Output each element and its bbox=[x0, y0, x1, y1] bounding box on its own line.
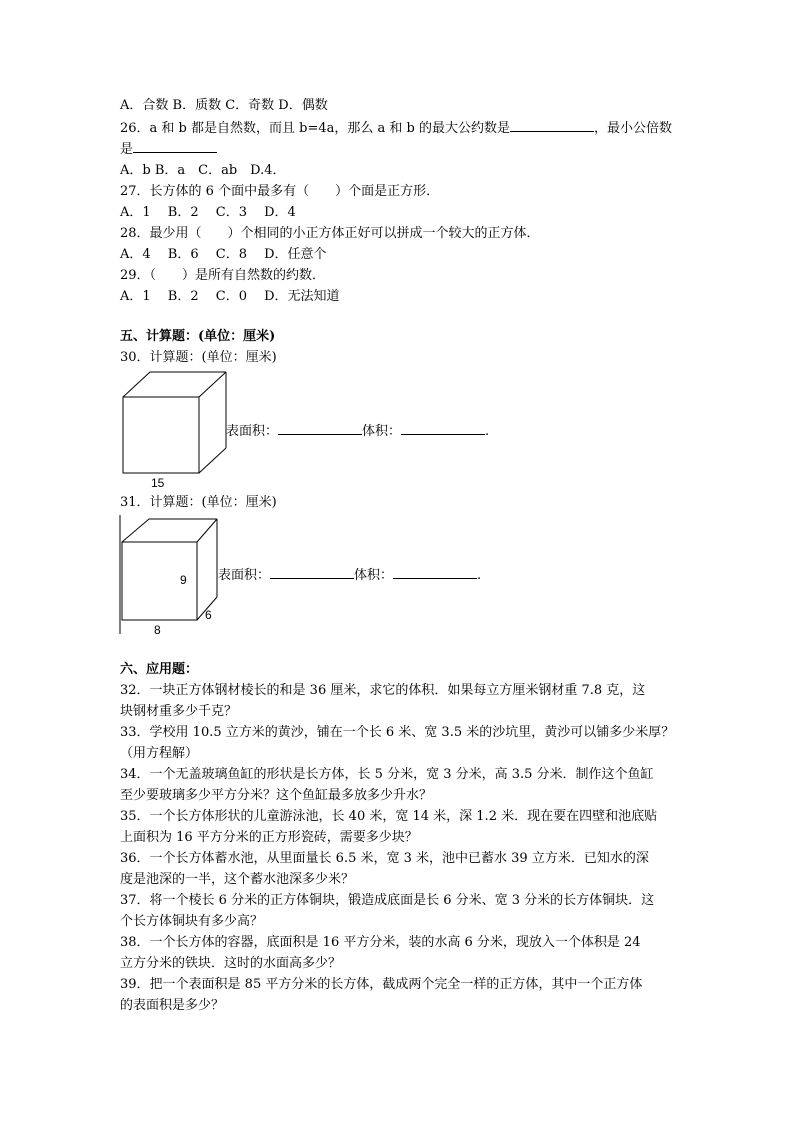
gcd-blank[interactable] bbox=[510, 119, 594, 132]
q26-stem-3: 是 bbox=[120, 142, 134, 157]
cube-figure bbox=[118, 370, 228, 490]
section-5-heading: 五、计算题：(单位：厘米) bbox=[120, 329, 276, 344]
volume-blank[interactable] bbox=[401, 422, 485, 435]
q31-question: 31．计算题：(单位：厘米) bbox=[120, 495, 277, 510]
q26-options: A．b B．a C．ab D.4． bbox=[120, 163, 286, 178]
lcm-blank[interactable] bbox=[133, 140, 217, 153]
q39-line-1: 39．把一个表面积是 85 平方分米的长方体，截成两个完全一样的正方体，其中一个正方体 bbox=[120, 977, 643, 992]
q30-question: 30．计算题：(单位：厘米) bbox=[120, 350, 277, 365]
q34-line-2: 至少要玻璃多少平方分米？这个鱼缸最多放多少升水？ bbox=[120, 788, 433, 803]
surface-area-label: 表面积： bbox=[218, 568, 271, 583]
q39-line-2: 的表面积是多少？ bbox=[120, 998, 225, 1013]
cuboid-figure bbox=[116, 512, 226, 638]
q27-options: A．1 B．2 C．3 D．4 bbox=[120, 205, 296, 220]
end-period: . bbox=[477, 568, 482, 583]
q32-line-1: 32．一块正方体钢材棱长的和是 36 厘米，求它的体积．如果每立方厘米钢材重 7.8 克，这 bbox=[120, 683, 646, 698]
q31-answer-line bbox=[218, 566, 481, 584]
q32-line-2: 块钢材重多少千克？ bbox=[120, 704, 238, 719]
q35-line-2: 上面积为 16 平方分米的正方形瓷砖，需要多少块？ bbox=[120, 830, 418, 845]
q35-line-1: 35．一个长方体形状的儿童游泳池，长 40 米，宽 14 米，深 1.2 米．现在要在四壁和池底贴 bbox=[120, 809, 658, 824]
volume-blank[interactable] bbox=[393, 566, 477, 579]
cuboid-drawing bbox=[116, 512, 226, 638]
q36-line-1: 36．一个长方体蓄水池，从里面量长 6.5 米，宽 3 米，池中已蓄水 39 立方米．已知水的深 bbox=[120, 851, 649, 866]
cube-front-face bbox=[123, 397, 199, 473]
volume-label: 体积： bbox=[354, 568, 394, 583]
q30-answer-line bbox=[226, 422, 489, 440]
section-6-heading: 六、应用题： bbox=[120, 662, 199, 677]
surface-area-blank[interactable] bbox=[278, 422, 362, 435]
q33-line-1: 33．学校用 10.5 立方米的黄沙，铺在一个长 6 米、宽 3.5 米的沙坑里，黄沙可以铺多少米厚？ bbox=[120, 725, 675, 740]
volume-label: 体积： bbox=[362, 424, 402, 439]
height-label: 9 bbox=[180, 573, 187, 587]
length-label: 8 bbox=[154, 623, 161, 637]
end-period: . bbox=[485, 424, 490, 439]
q26-line-2 bbox=[120, 140, 217, 158]
width-label: 6 bbox=[205, 608, 212, 622]
q37-line-1: 37．将一个棱长 6 分米的正方体铜块，锻造成底面是长 6 分米、宽 3 分米的长方体铜块．这 bbox=[120, 893, 655, 908]
q29-question: 29．（ ）是所有自然数的约数． bbox=[120, 268, 326, 283]
q26-stem: 26．a 和 b 都是自然数，而且 b=4a，那么 a 和 b 的最大公约数是 bbox=[120, 121, 510, 136]
q38-line-1: 38．一个长方体的容器，底面积是 16 平方分米，装的水高 6 分米，现放入一个体积是 24 bbox=[120, 935, 641, 950]
q34-line-1: 34．一个无盖玻璃鱼缸的形状是长方体，长 5 分米，宽 3 分米，高 3.5 分米．制作这个鱼缸 bbox=[120, 767, 654, 782]
q29-options: A．1 B．2 C．0 D．无法知道 bbox=[120, 289, 340, 304]
cube-edge-label: 15 bbox=[151, 476, 165, 490]
cube-drawing bbox=[118, 370, 228, 490]
surface-area-blank[interactable] bbox=[270, 566, 354, 579]
q37-line-2: 个长方体铜块有多少高？ bbox=[120, 914, 264, 929]
q36-line-2: 度是池深的一半，这个蓄水池深多少米？ bbox=[120, 872, 355, 887]
q26-stem-2: ，最小公倍数 bbox=[593, 121, 672, 136]
q26-line bbox=[120, 119, 672, 137]
q33-line-2: （用方程解） bbox=[120, 746, 199, 761]
q38-line-2: 立方分米的铁块．这时的水面高多少？ bbox=[120, 956, 342, 971]
q28-options: A．4 B．6 C．8 D．任意个 bbox=[120, 247, 327, 262]
q28-question: 28．最少用（ ）个相同的小正方体正好可以拼成一个较大的正方体． bbox=[120, 226, 540, 241]
q27-question: 27．长方体的 6 个面中最多有（ ）个面是正方形． bbox=[120, 184, 440, 199]
surface-area-label: 表面积： bbox=[226, 424, 279, 439]
q25-options: A．合数 B．质数 C．奇数 D．偶数 bbox=[120, 98, 328, 113]
